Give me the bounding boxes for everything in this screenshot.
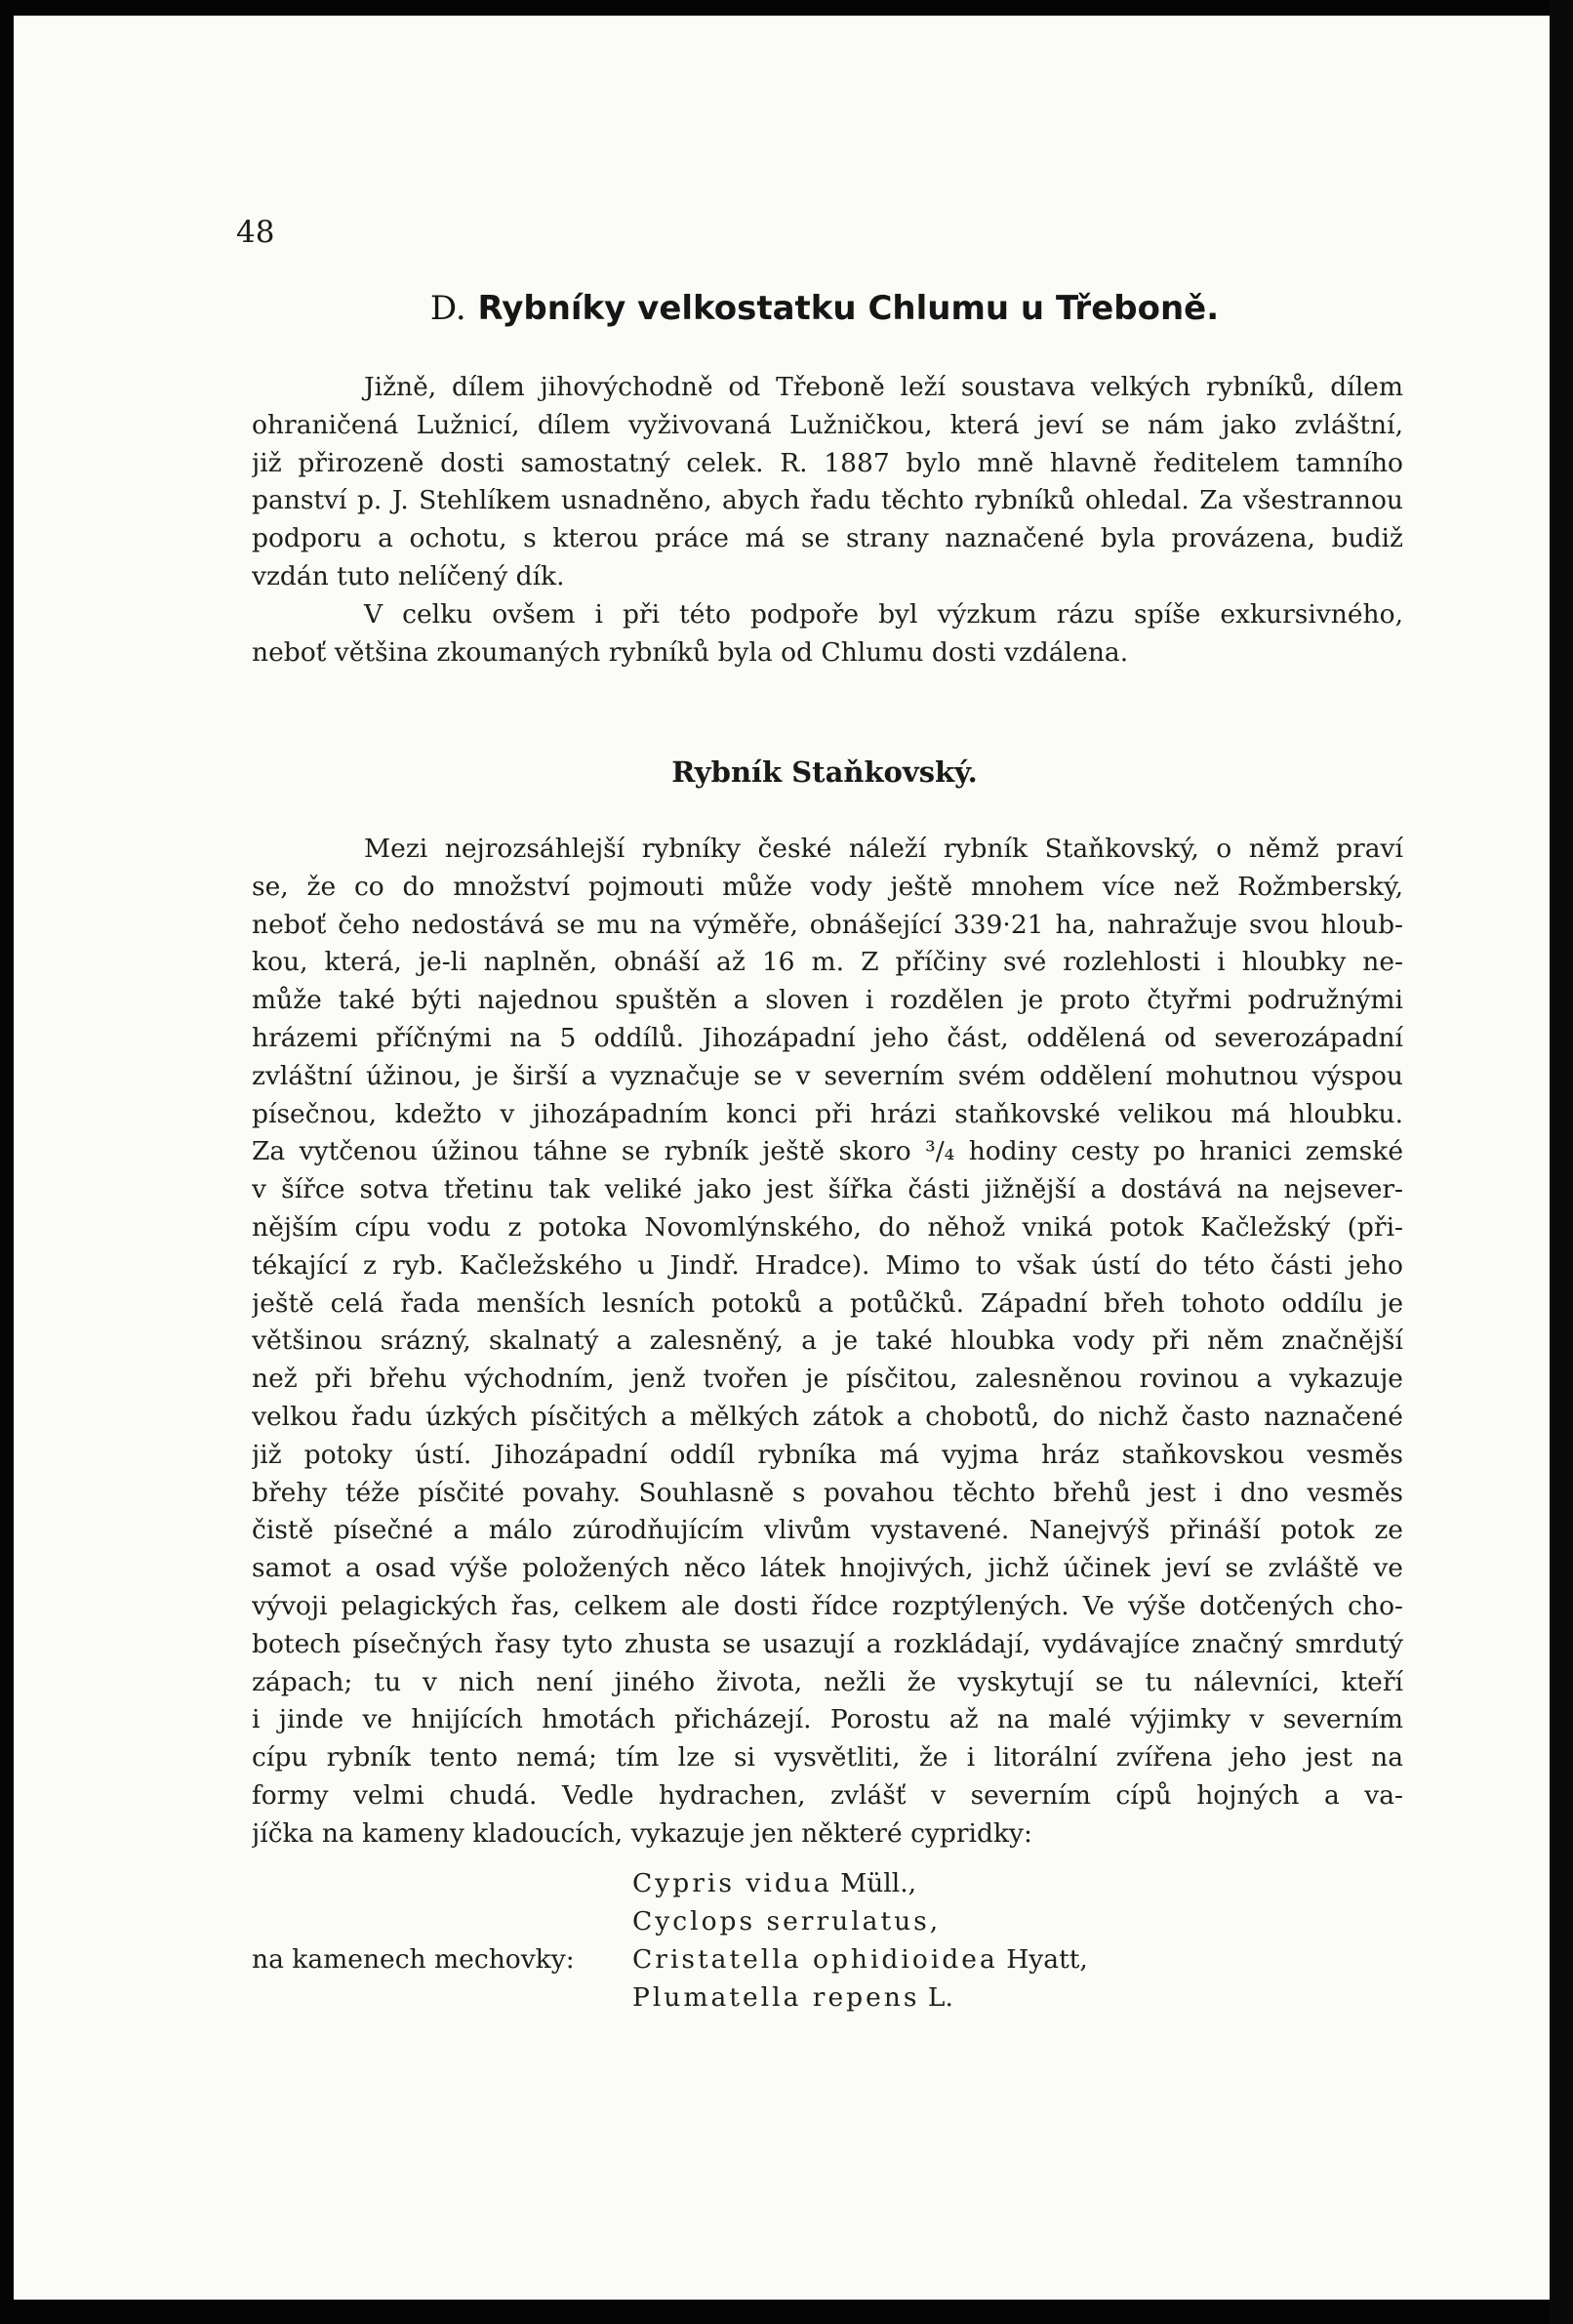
text-line: zvláštní úžinou, je širší a vyznačuje se v severním svém oddělení mohutnou výspou bbox=[252, 1060, 1403, 1091]
section-letter: D. bbox=[429, 289, 466, 328]
species-author: L. bbox=[927, 1982, 953, 2013]
page-number: 48 bbox=[236, 215, 275, 250]
text-line: neboť většina zkoumaných rybníků byla od Chlumu dosti vzdálena. bbox=[252, 636, 1129, 668]
text-line: neboť čeho nedostává se mu na výměře, obnášející 339·21 ha, nahražuje svou hloub- bbox=[252, 909, 1403, 940]
section-title bbox=[234, 289, 1415, 328]
text-line: čistě písečné a málo zúrodňujícím vlivům vystavené. Nanejvýš přináší potok ze bbox=[252, 1515, 1403, 1546]
text-line: již potoky ústí. Jihozápadní oddíl rybníka má vyjma hráz staňkovskou vesměs bbox=[252, 1439, 1403, 1470]
species-list bbox=[252, 1864, 1403, 2017]
text-line: ohraničená Lužnicí, dílem vyživovaná Lužničkou, která jeví se nám jako zvláštní, bbox=[252, 409, 1403, 440]
text-line: v šířce sotva třetinu tak veliké jako jest šířka části jižnější a dostává na nejsever- bbox=[252, 1174, 1403, 1205]
text-line: Za vytčenou úžinou táhne se rybník ještě skoro ³/₄ hodiny cesty po hranici zemské bbox=[252, 1136, 1403, 1167]
text-line: zápach; tu v nich není jiného života, nežli že vyskytují se tu nálevníci, kteří bbox=[252, 1666, 1403, 1697]
subsection-title: Rybník Staňkovský. bbox=[671, 755, 978, 789]
species-row bbox=[252, 1864, 1403, 1902]
text-line: než při břehu východním, jenž tvořen je písčitou, zalesněnou rovinou a vykazuje bbox=[252, 1364, 1403, 1395]
species-author: Müll., bbox=[840, 1868, 917, 1898]
text-line: V celku ovšem i při této podpoře byl výzkum rázu spíše exkursivného, bbox=[364, 598, 1403, 630]
section-title-text: Rybníky velkostatku Chlumu u Třeboně. bbox=[477, 289, 1220, 328]
text-line: Mezi nejrozsáhlejší rybníky české náleží rybník Staňkovský, o němž praví bbox=[364, 834, 1403, 864]
body-paragraph bbox=[252, 831, 1403, 1854]
text-line: tékající z ryb. Kačležského u Jindř. Hradce). Mimo to však ústí do této části jeho bbox=[252, 1249, 1403, 1281]
text-line: ještě celá řada menších lesních potoků a potůčků. Západní břeh tohoto oddílu je bbox=[252, 1287, 1403, 1319]
species-row bbox=[252, 1978, 1403, 2017]
text-line: Jižně, dílem jihovýchodně od Třeboně leží soustava velkých rybníků, dílem bbox=[364, 372, 1403, 402]
text-line: podporu a ochotu, s kterou práce má se strany naznačené byla provázena, budiž bbox=[252, 523, 1403, 554]
text-line: botech písečných řasy tyto zhusta se usazují a rozkládají, vydávajíce značný smrdutý bbox=[252, 1628, 1403, 1659]
text-line: jíčka na kameny kladoucích, vykazuje jen některé cypridky: bbox=[252, 1817, 1032, 1849]
text-line: i jinde ve hnijících hmotách přicházejí. Porostu až na malé výjimky v severním bbox=[252, 1704, 1403, 1735]
text-line: může také býti najednou spuštěn a sloven i rozdělen je proto čtyřmi podružnými bbox=[252, 985, 1403, 1016]
species-name: Cyclops serrulatus, bbox=[632, 1906, 942, 1937]
text-line: cípu rybník tento nemá; tím lze si vysvětliti, že i litorální zvířena jeho jest na bbox=[252, 1742, 1403, 1774]
text-line: břehy téže písčité povahy. Souhlasně s povahou těchto břehů jest i dno vesměs bbox=[252, 1477, 1403, 1508]
species-label: na kamenech mechovky: bbox=[252, 1944, 575, 1975]
text-line: většinou srázný, skalnatý a zalesněný, a je také hloubka vody při něm značnější bbox=[252, 1325, 1403, 1357]
species-author: Hyatt, bbox=[1006, 1944, 1088, 1975]
text-line: kou, která, je-li naplněn, obnáší až 16 m. Z příčiny své rozlehlosti i hloubky ne- bbox=[252, 947, 1403, 978]
text-line: vzdán tuto nelíčený dík. bbox=[252, 560, 565, 591]
text-line: hrázemi příčnými na 5 oddílů. Jihozápadní jeho část, oddělená od severozápadní bbox=[252, 1022, 1403, 1053]
text-line: panství p. J. Stehlíkem usnadněno, abych řadu těchto rybníků ohledal. Za všestrannou bbox=[252, 485, 1403, 516]
species-name: Cypris vidua bbox=[632, 1868, 832, 1898]
scan-edge bbox=[1550, 0, 1573, 2324]
text-line: vývoji pelagických řas, celkem ale dosti řídce rozptýlených. Ve výše dotčených cho- bbox=[252, 1590, 1403, 1621]
text-line: se, že co do množství pojmouti může vody ještě mnohem více než Rožmberský, bbox=[252, 871, 1403, 902]
text-line: samot a osad výše položených něco látek hnojivých, jichž účinek jeví se zvláště ve bbox=[252, 1553, 1403, 1584]
species-name: Cristatella ophidioidea bbox=[632, 1944, 998, 1975]
text-line: nějším cípu vodu z potoka Novomlýnského, do něhož vniká potok Kačležský (při- bbox=[252, 1211, 1403, 1243]
text-line: již přirozeně dosti samostatný celek. R. 1887 bylo mně hlavně ředitelem tamního bbox=[252, 447, 1403, 478]
text-line: písečnou, kdežto v jihozápadním konci při hrázi staňkovské velikou má hloubku. bbox=[252, 1098, 1403, 1129]
species-row bbox=[252, 1940, 1403, 1978]
species-row bbox=[252, 1902, 1403, 1940]
text-line: velkou řadu úzkých písčitých a mělkých zátok a chobotů, do nichž často naznačené bbox=[252, 1401, 1403, 1432]
text-line: formy velmi chudá. Vedle hydrachen, zvlášť v severním cípů hojných a va- bbox=[252, 1779, 1403, 1811]
intro-paragraphs bbox=[252, 369, 1403, 672]
species-name: Plumatella repens bbox=[632, 1982, 920, 2013]
